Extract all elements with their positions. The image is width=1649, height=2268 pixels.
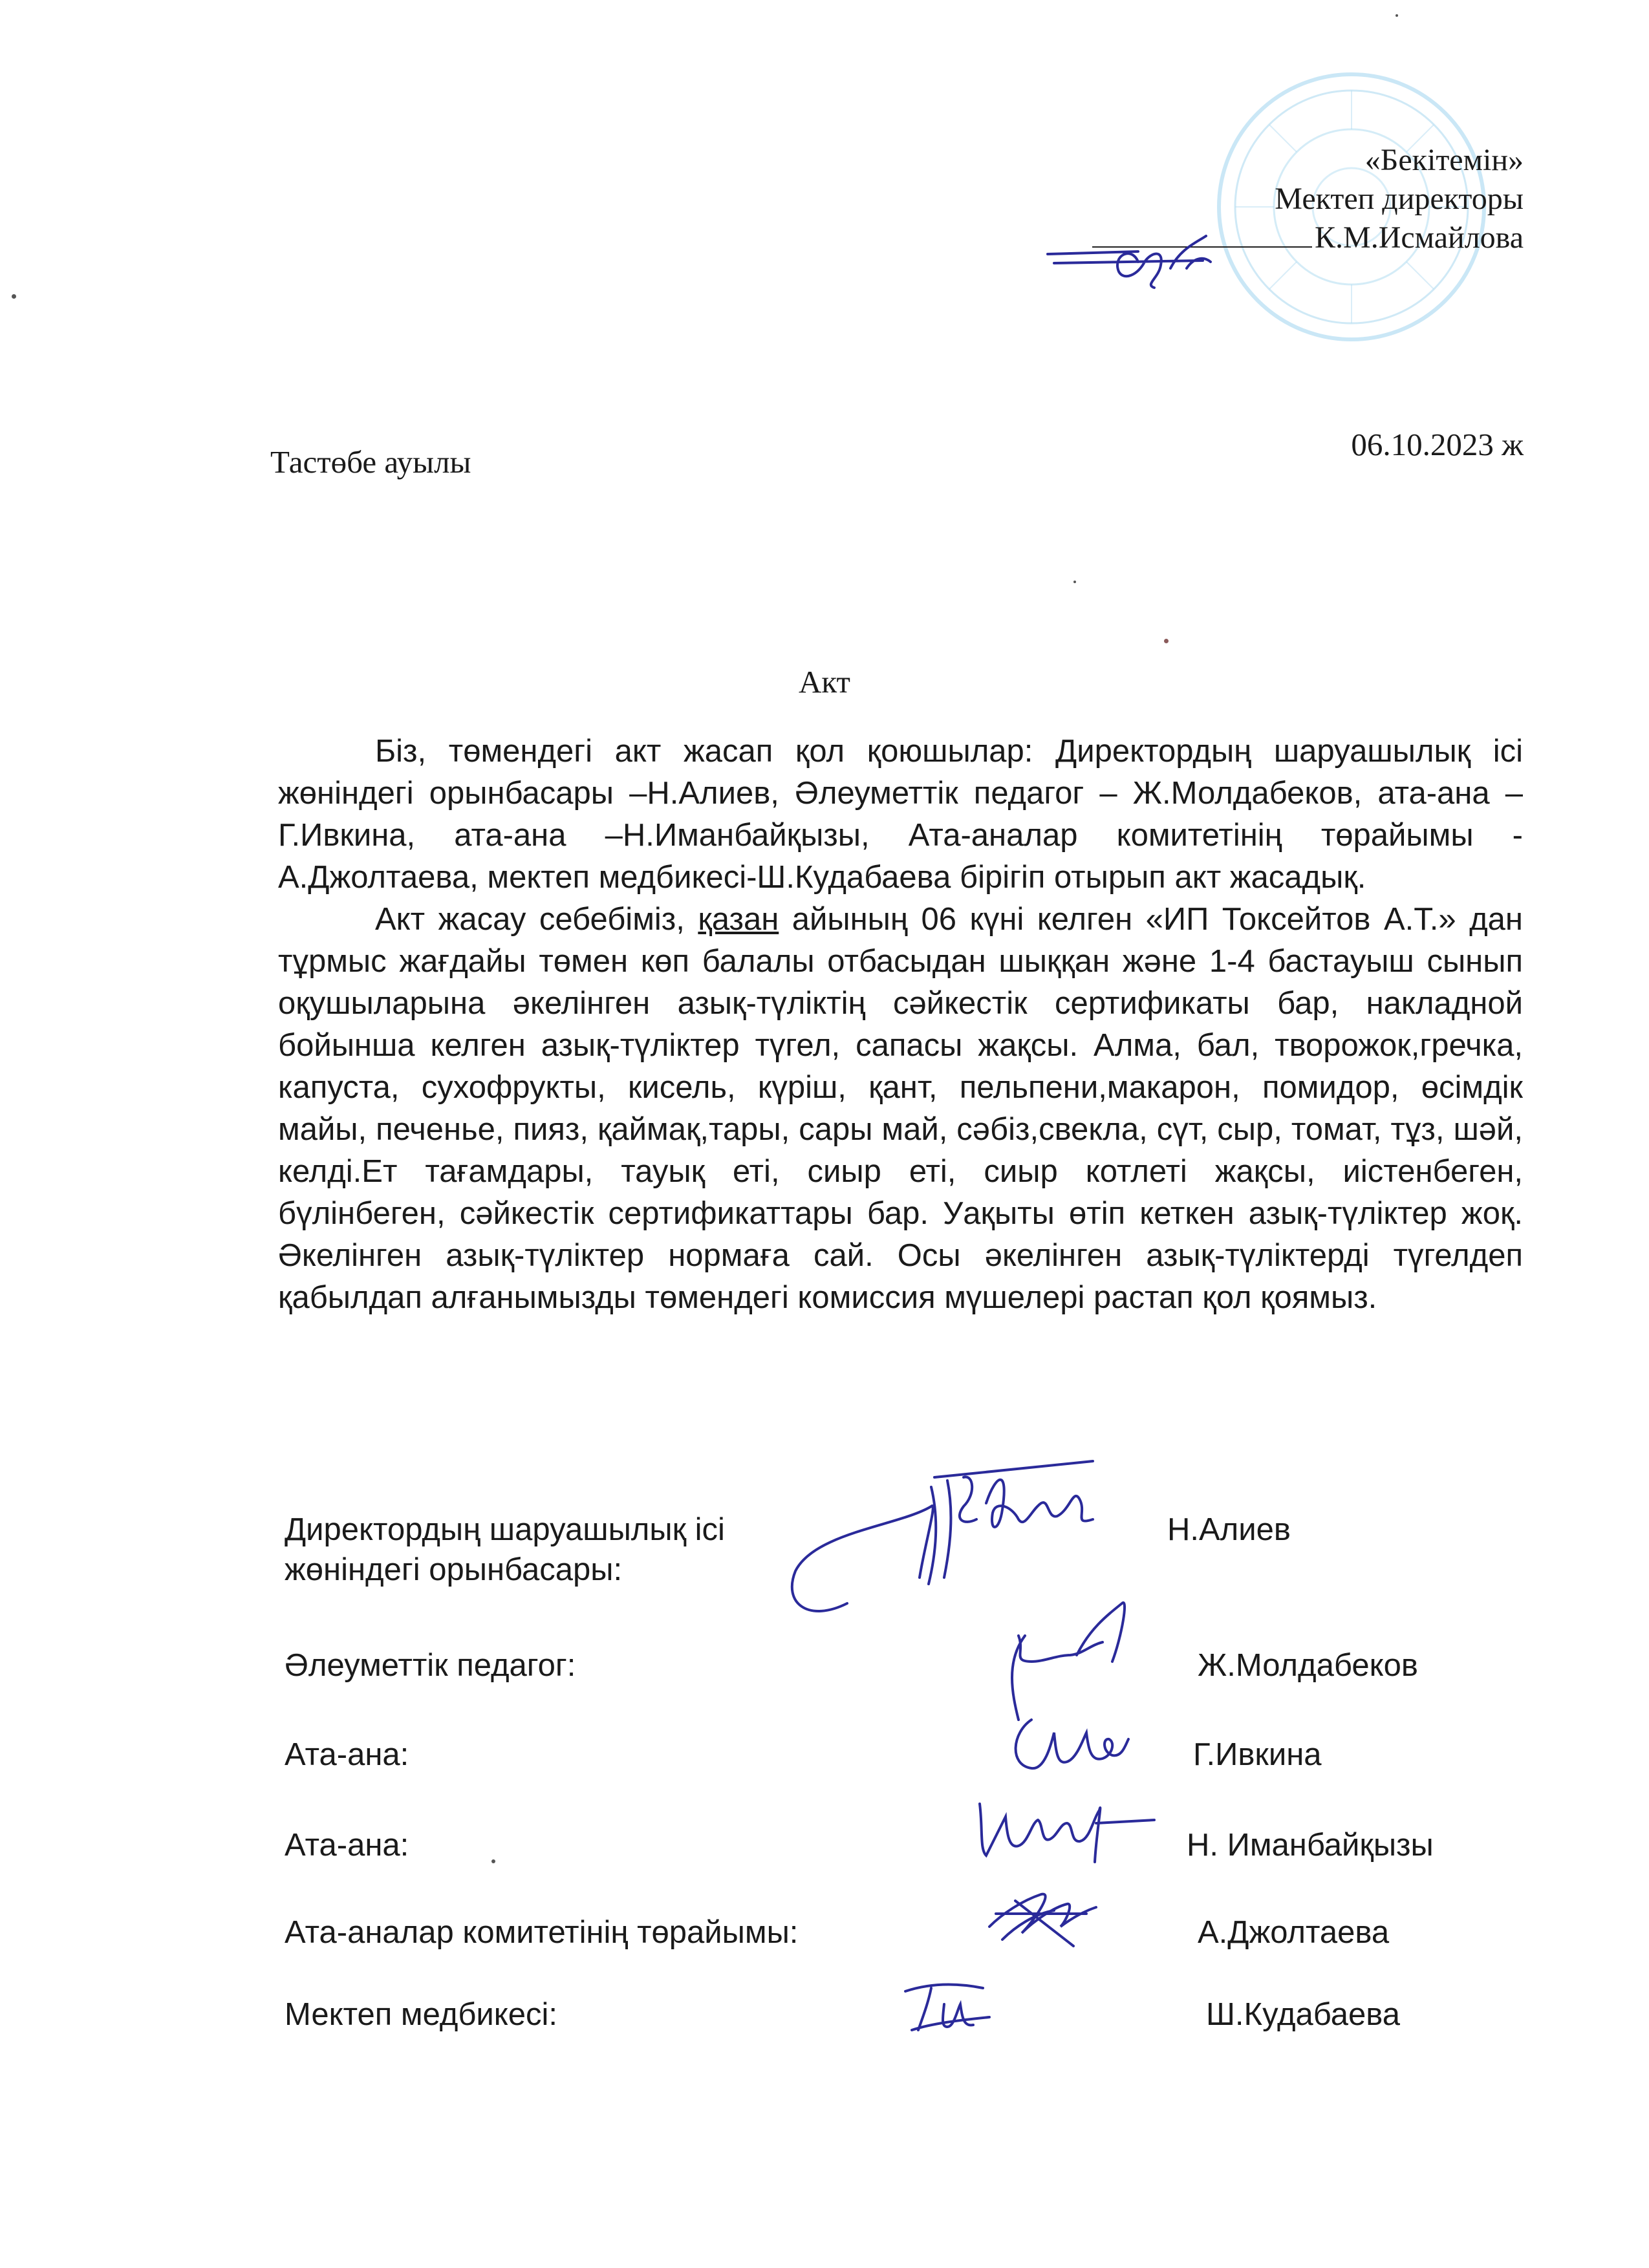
signatory-name: А.Джолтаева [1198, 1915, 1390, 1950]
signatory-name: Н.Алиев [1167, 1512, 1291, 1547]
signature-kudabaeva [886, 1965, 1002, 2043]
signatory-name: Н. Иманбайқызы [1187, 1828, 1434, 1863]
scan-speck [1396, 14, 1398, 17]
scan-speck [491, 1859, 495, 1863]
signatory-role-line1: Директордың шаруашылық ісі [285, 1512, 725, 1547]
signatory-role: Ата-аналар комитетінің төрайымы: [285, 1915, 799, 1950]
signatory-role: Ата-ана: [285, 1737, 409, 1772]
paragraph-2-rest: айының 06 күні келген «ИП Токсейтов А.Т.» дан тұрмыс жағдайы төмен көп балалы отбасыдан шыққан және 1-4 бастауыш сынып оқушыларына әкелінген азық-түліктің сәйкестік сертификаты бар, накладной бойынша келген азық-түліктер түгел, сапасы жақсы. Алма, бал, творожок,гречка, капуста, сухофрукты, кисель, күріш, қант, пельпени,макарон, помидор, өсімдік майы, печенье, пияз, қаймақ,тары, сары май, сәбіз,свекла, сүт, сыр, томат, тұз, шәй, келді.Ет тағамдары, тауық еті, сиыр еті, сиыр котлеті жақсы, иістенбеген, бүлінбеген, сәйкестік сертификаттары бар. Уақыты өтіп кеткен азық-түліктер жоқ. Әкелінген азық-түліктер нормаға сай. Осы әкелінген азық-түліктерді түгелдеп қабылдап алғанымызды төмендегі комиссия мүшелері растап қол қоямыз. [278, 902, 1523, 1315]
document-title: Акт [799, 664, 850, 700]
paragraph-1: Біз, төмендегі акт жасап қол қоюшылар: Директордың шаруашылық ісі жөніндегі орынбасары –Н.Алиев, Әлеуметтік педагог – Ж.Молдабеков, ата-ана – Г.Ивкина, ата-ана –Н.Иманбайқызы, Ата-аналар комитетінің төрайымы - А.Джолтаева, мектеп медбикесі-Ш.Кудабаева бірігіп отырып акт жасадық. [278, 734, 1523, 895]
approval-name: К.М.Исмайлова [1315, 220, 1524, 255]
document-body [278, 731, 1523, 1319]
village-name: Тастөбе ауылы [270, 444, 471, 480]
scan-speck [1073, 581, 1076, 583]
director-signature [1041, 223, 1248, 294]
approval-position: Мектеп директоры [1275, 182, 1524, 216]
approval-label: «Бекітемін» [1364, 143, 1524, 177]
scan-speck [1164, 639, 1169, 643]
scan-speck [12, 294, 16, 299]
signatory-name: Г.Ивкина [1193, 1737, 1322, 1772]
paragraph-2-underlined: қазан [698, 902, 779, 937]
signature-moldabekov [999, 1590, 1148, 1726]
signatory-name: Ж.Молдабеков [1198, 1648, 1418, 1683]
document-date: 06.10.2023 ж [1351, 427, 1524, 462]
signature-ivkina [1006, 1707, 1135, 1784]
signature-imanbaikyzy [967, 1784, 1161, 1881]
signatory-role [285, 1510, 725, 1590]
paragraph-2-start: Акт жасау себебіміз, [375, 902, 698, 937]
signatory-role: Ата-ана: [285, 1828, 409, 1863]
signatory-role: Мектеп медбикесі: [285, 1997, 558, 2032]
signatory-role-line2: жөніндегі орынбасары: [285, 1552, 623, 1587]
paragraph-2 [278, 899, 1523, 1319]
signature-joltaeva [976, 1875, 1106, 1959]
signatory-role: Әлеуметтік педагог: [285, 1648, 576, 1683]
signatory-name: Ш.Кудабаева [1206, 1997, 1400, 2032]
